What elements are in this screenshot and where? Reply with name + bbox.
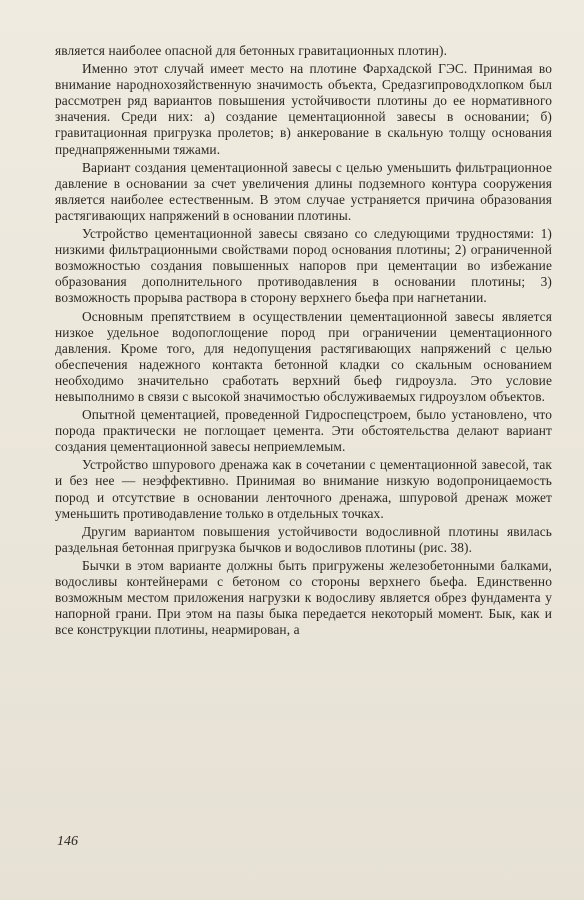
paragraph: Устройство цементационной завесы связано со следующими трудностями: 1) низкими фильтрационными свойствами пород основания плотины; 2) ограниченной возможностью создания повышенных напоров при цементации во избежание образования дополнительного противодавления в основании плотины; 3) возможность прорыва раствора в сторону верхнего бьефа при нагнетании. xyxy=(55,226,552,306)
paragraph: Устройство шпурового дренажа как в сочетании с цементационной завесой, так и без нее — неэффективно. Принимая во внимание низкую водопроницаемость пород и отсутствие в основании ленточного дренажа, шпуровой дренаж может уменьшить противодавление только в отдельных точках. xyxy=(55,457,552,521)
paragraph: Основным препятствием в осуществлении цементационной завесы является низкое удельное водопоглощение пород при ограничении цементационного давления. Кроме того, для недопущения растягивающих напряжений с целью обеспечения надежного контакта бетонной кладки со скальным основанием необходимо значительно сработать верхний бьеф гидроузла. Это условие невыполнимо в связи с высокой значимостью обслуживаемых гидроузлом объектов. xyxy=(55,308,552,404)
paragraph: Вариант создания цементационной завесы с целью уменьшить фильтрационное давление в основании за счет увеличения длины подземного контура сооружения является наиболее естественным. В этом случае устраняется причина образования растягивающих напряжений в основании плотины. xyxy=(55,159,552,223)
paragraph: Именно этот случай имеет место на плотине Фархадской ГЭС. Принимая во внимание народнохозяйственную значимость объекта, Средазгипроводхлопком был рассмотрен ряд вариантов повышения устойчивости плотины до ее нормативного значения. Среди них: а) создание цементационной завесы в основании; б) гравитационная пригрузка пролетов; в) анкерование в скальную толщу основания преднапряженными тяжами. xyxy=(55,61,552,157)
paragraph: Другим вариантом повышения устойчивости водосливной плотины явилась раздельная бетонная пригрузка бычков и водосливов плотины (рис. 38). xyxy=(55,523,552,555)
paragraph: Опытной цементацией, проведенной Гидроспецстроем, было установлено, что порода практически не поглощает цемента. Эти обстоятельства делают вариант создания цементационной завесы неприемлемым. xyxy=(55,407,552,455)
body-text xyxy=(55,43,552,640)
paragraph: Бычки в этом варианте должны быть пригружены железобетонными балками, водосливы контейнерами с бетоном со стороны верхнего бьефа. Единственно возможным местом приложения нагрузки к водосливу является обрез фундамента у напорной грани. При этом на пазы быка передается некоторый момент. Бык, как и все конструкции плотины, неармирован, а xyxy=(55,557,552,638)
paragraph-continuation: является наиболее опасной для бетонных гравитационных плотин). xyxy=(55,43,448,58)
page-number: 146 xyxy=(57,834,78,849)
